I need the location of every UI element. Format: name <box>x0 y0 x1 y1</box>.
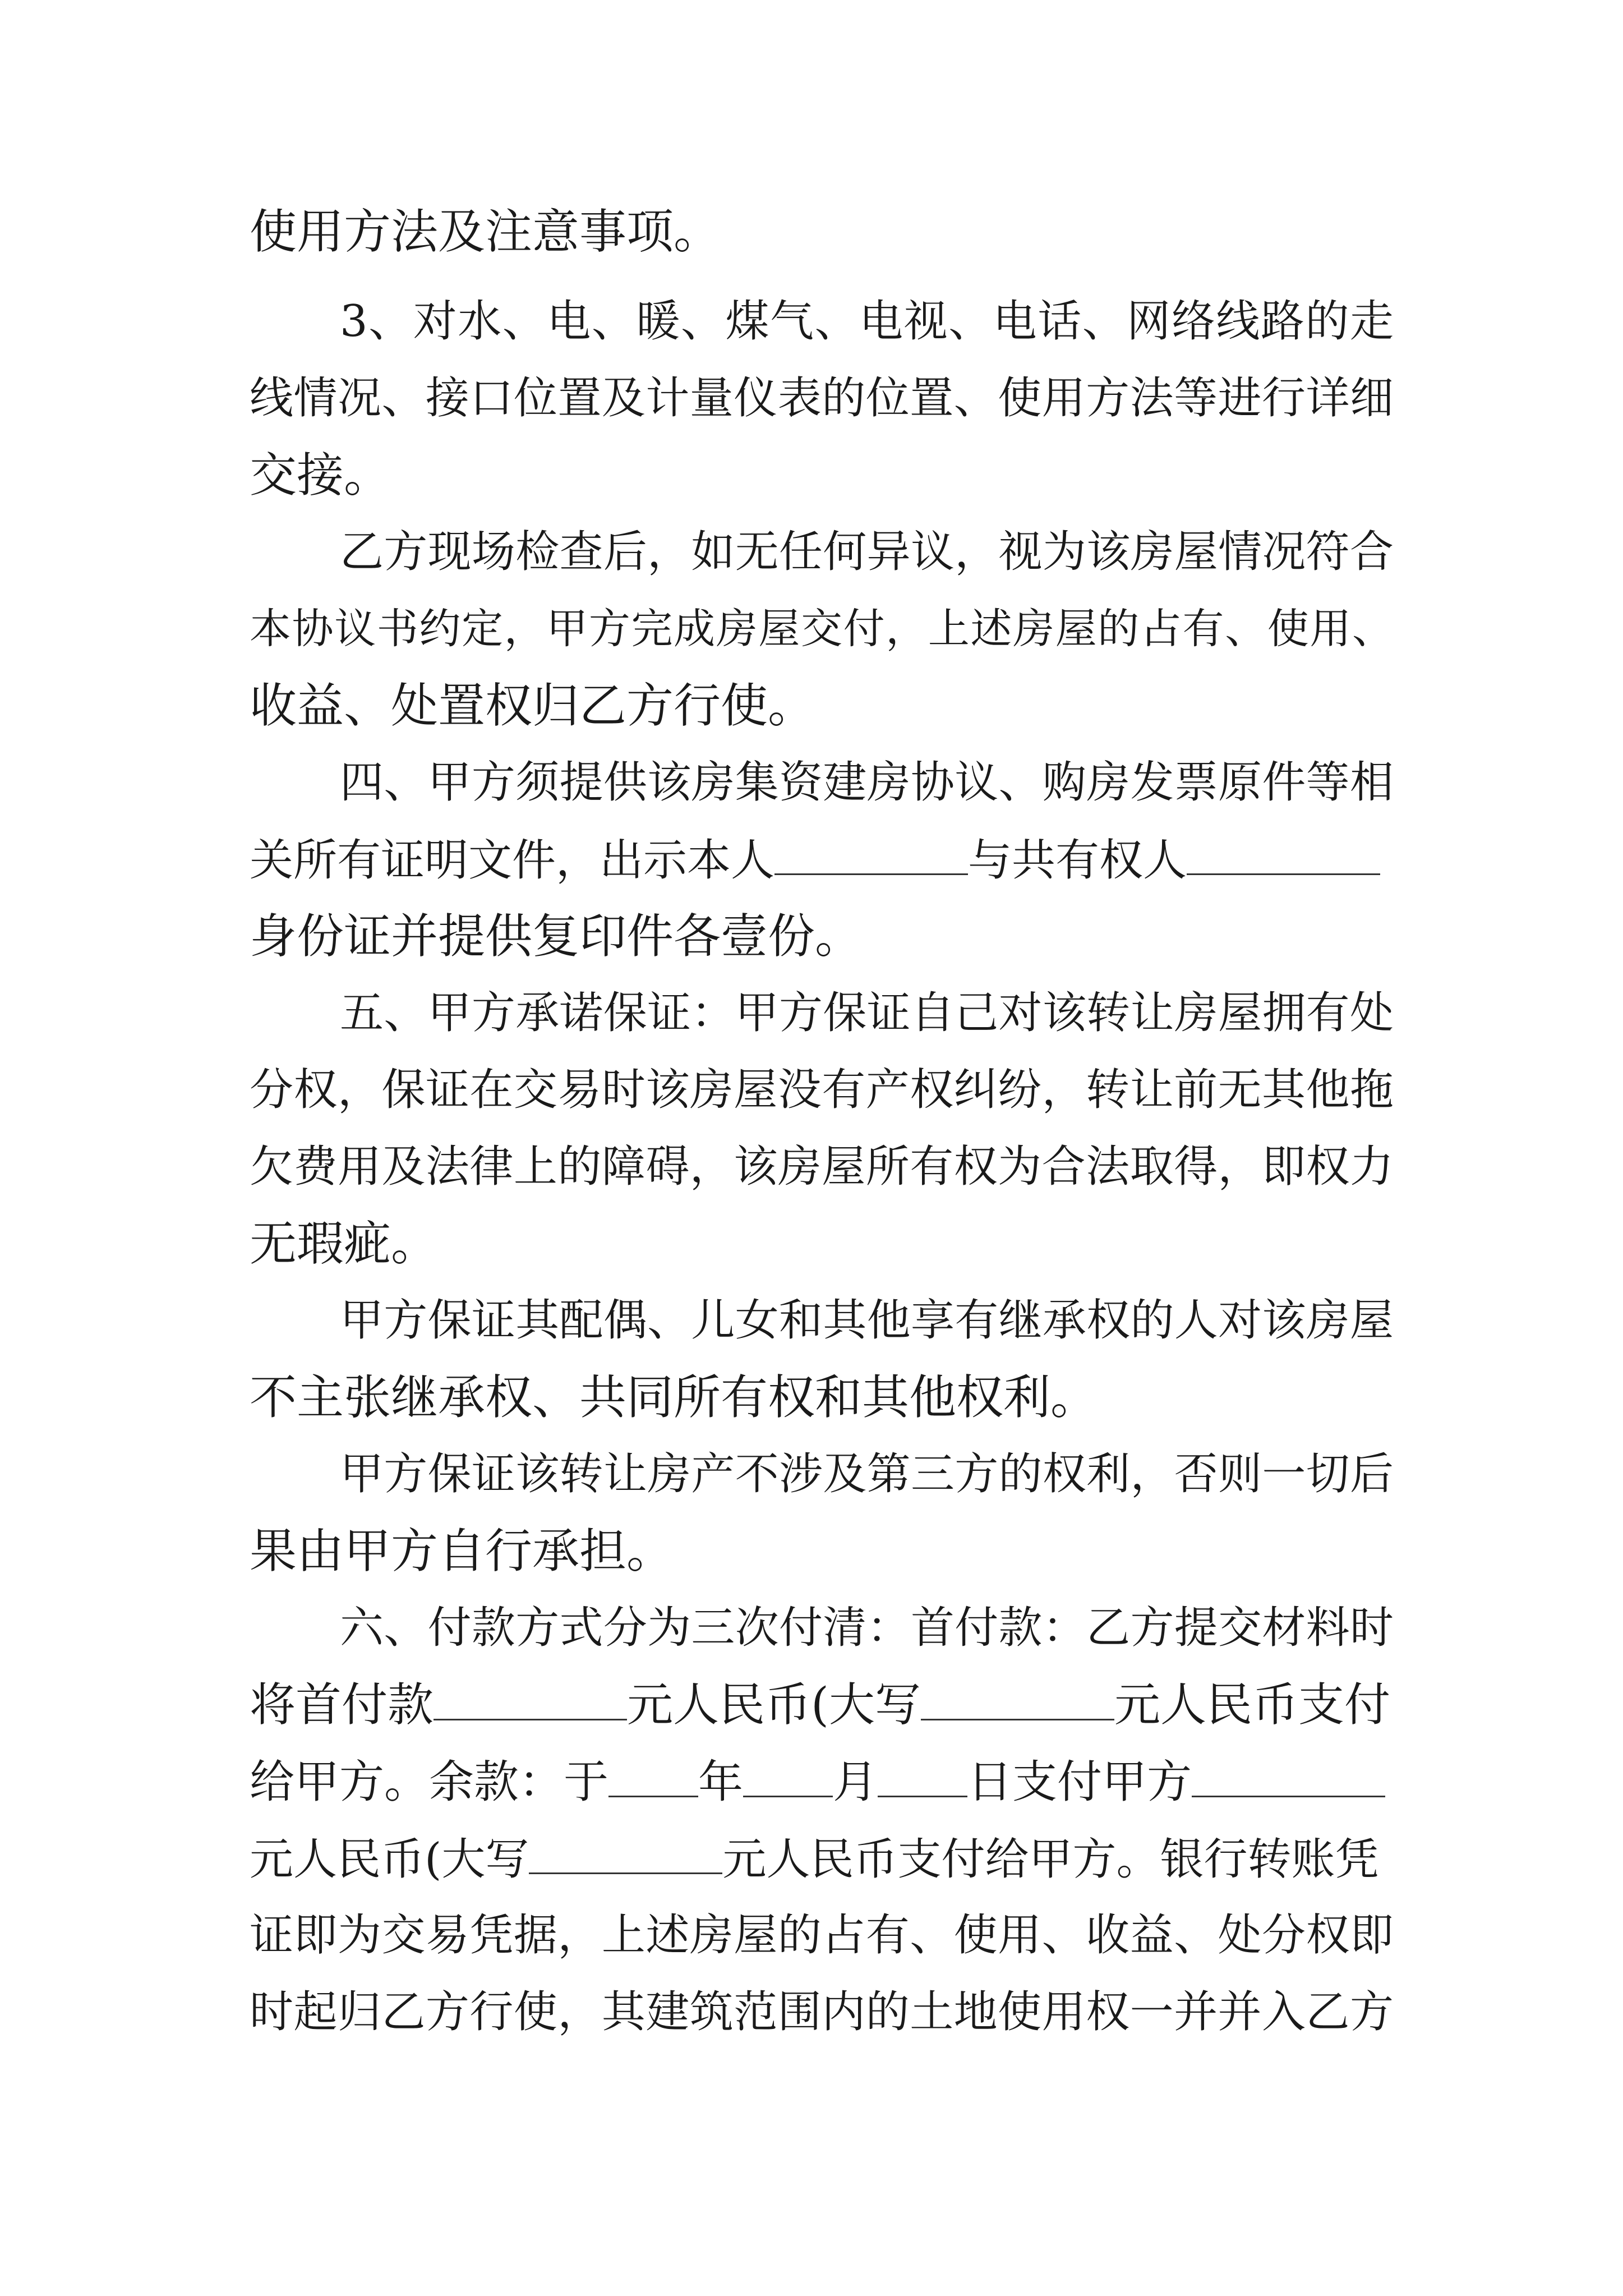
text-segment: 日支付甲方 <box>967 1756 1192 1808</box>
text-segment: 元人民币(大写 <box>250 1834 529 1885</box>
text-segment: 年 <box>698 1756 743 1808</box>
text-line: 乙方现场检查后，如无任何异议，视为该房屋情况符合 <box>340 527 1394 577</box>
text-segment: 将首付款 <box>250 1678 434 1732</box>
text-line: 甲方保证其配偶、儿女和其他享有继承权的人对该房屋 <box>340 1295 1394 1346</box>
text-segment: 给甲方。余款：于 <box>250 1756 608 1808</box>
text-segment: 关所有证明文件，出示本人 <box>250 835 775 886</box>
text-line: 本协议书约定，甲方完成房屋交付，上述房屋的占有、使用、 <box>250 605 1394 653</box>
text-line: 不主张继承权、共同所有权和其他权利。 <box>250 1370 1098 1425</box>
text-line: 时起归乙方行使，其建筑范围内的土地使用权一并并入乙方 <box>250 1987 1394 2037</box>
text-line: 四、甲方须提供该房集资建房协议、购房发票原件等相 <box>340 757 1394 808</box>
text-line: 欠费用及法律上的障碍，该房屋所有权为合法取得，即权力 <box>250 1142 1394 1192</box>
text-line: 五、甲方承诺保证：甲方保证自己对该转让房屋拥有处 <box>340 988 1394 1038</box>
blank-field <box>743 1751 833 1797</box>
text-segment: 元人民币支付给甲方。银行转账凭 <box>722 1834 1379 1885</box>
text-line: 线情况、接口位置及计量仪表的位置、使用方法等进行详细 <box>250 373 1394 424</box>
blank-field <box>921 1674 1114 1720</box>
blank-field <box>878 1751 967 1797</box>
text-line: 身份证并提供复印件各壹份。 <box>250 909 863 964</box>
text-line: 果由甲方自行承担。 <box>250 1524 674 1579</box>
text-segment: 月 <box>833 1756 878 1808</box>
text-line: 无瑕疵。 <box>250 1216 439 1271</box>
text-line: 六、付款方式分为三次付清：首付款：乙方提交材料时 <box>340 1603 1394 1653</box>
blank-field <box>434 1674 627 1720</box>
text-line <box>250 1674 1394 1736</box>
text-line: 甲方保证该转让房产不涉及第三方的权利，否则一切后 <box>340 1449 1394 1499</box>
blank-field <box>774 829 968 875</box>
blank-field <box>608 1751 698 1797</box>
text-line <box>250 829 1394 890</box>
text-line <box>250 1828 1394 1889</box>
text-line: 3、对水、电、暖、煤气、电视、电话、网络线路的走 <box>340 296 1394 347</box>
text-segment: 元人民币支付 <box>1114 1678 1391 1732</box>
text-line: 收益、处置权归乙方行使。 <box>250 678 815 733</box>
text-line: 证即为交易凭据，上述房屋的占有、使用、收益、处分权即 <box>250 1910 1394 1961</box>
text-segment: 与共有权人 <box>968 835 1187 886</box>
text-line <box>250 1751 1394 1812</box>
text-line: 分权，保证在交易时该房屋没有产权纠纷，转让前无其他拖 <box>250 1065 1394 1115</box>
text-segment: 元人民币(大写 <box>627 1678 921 1732</box>
blank-field <box>1187 829 1380 875</box>
text-line: 交接。 <box>250 448 391 503</box>
text-line: 使用方法及注意事项。 <box>250 204 721 259</box>
blank-field <box>529 1828 722 1874</box>
blank-field <box>1192 1751 1385 1797</box>
